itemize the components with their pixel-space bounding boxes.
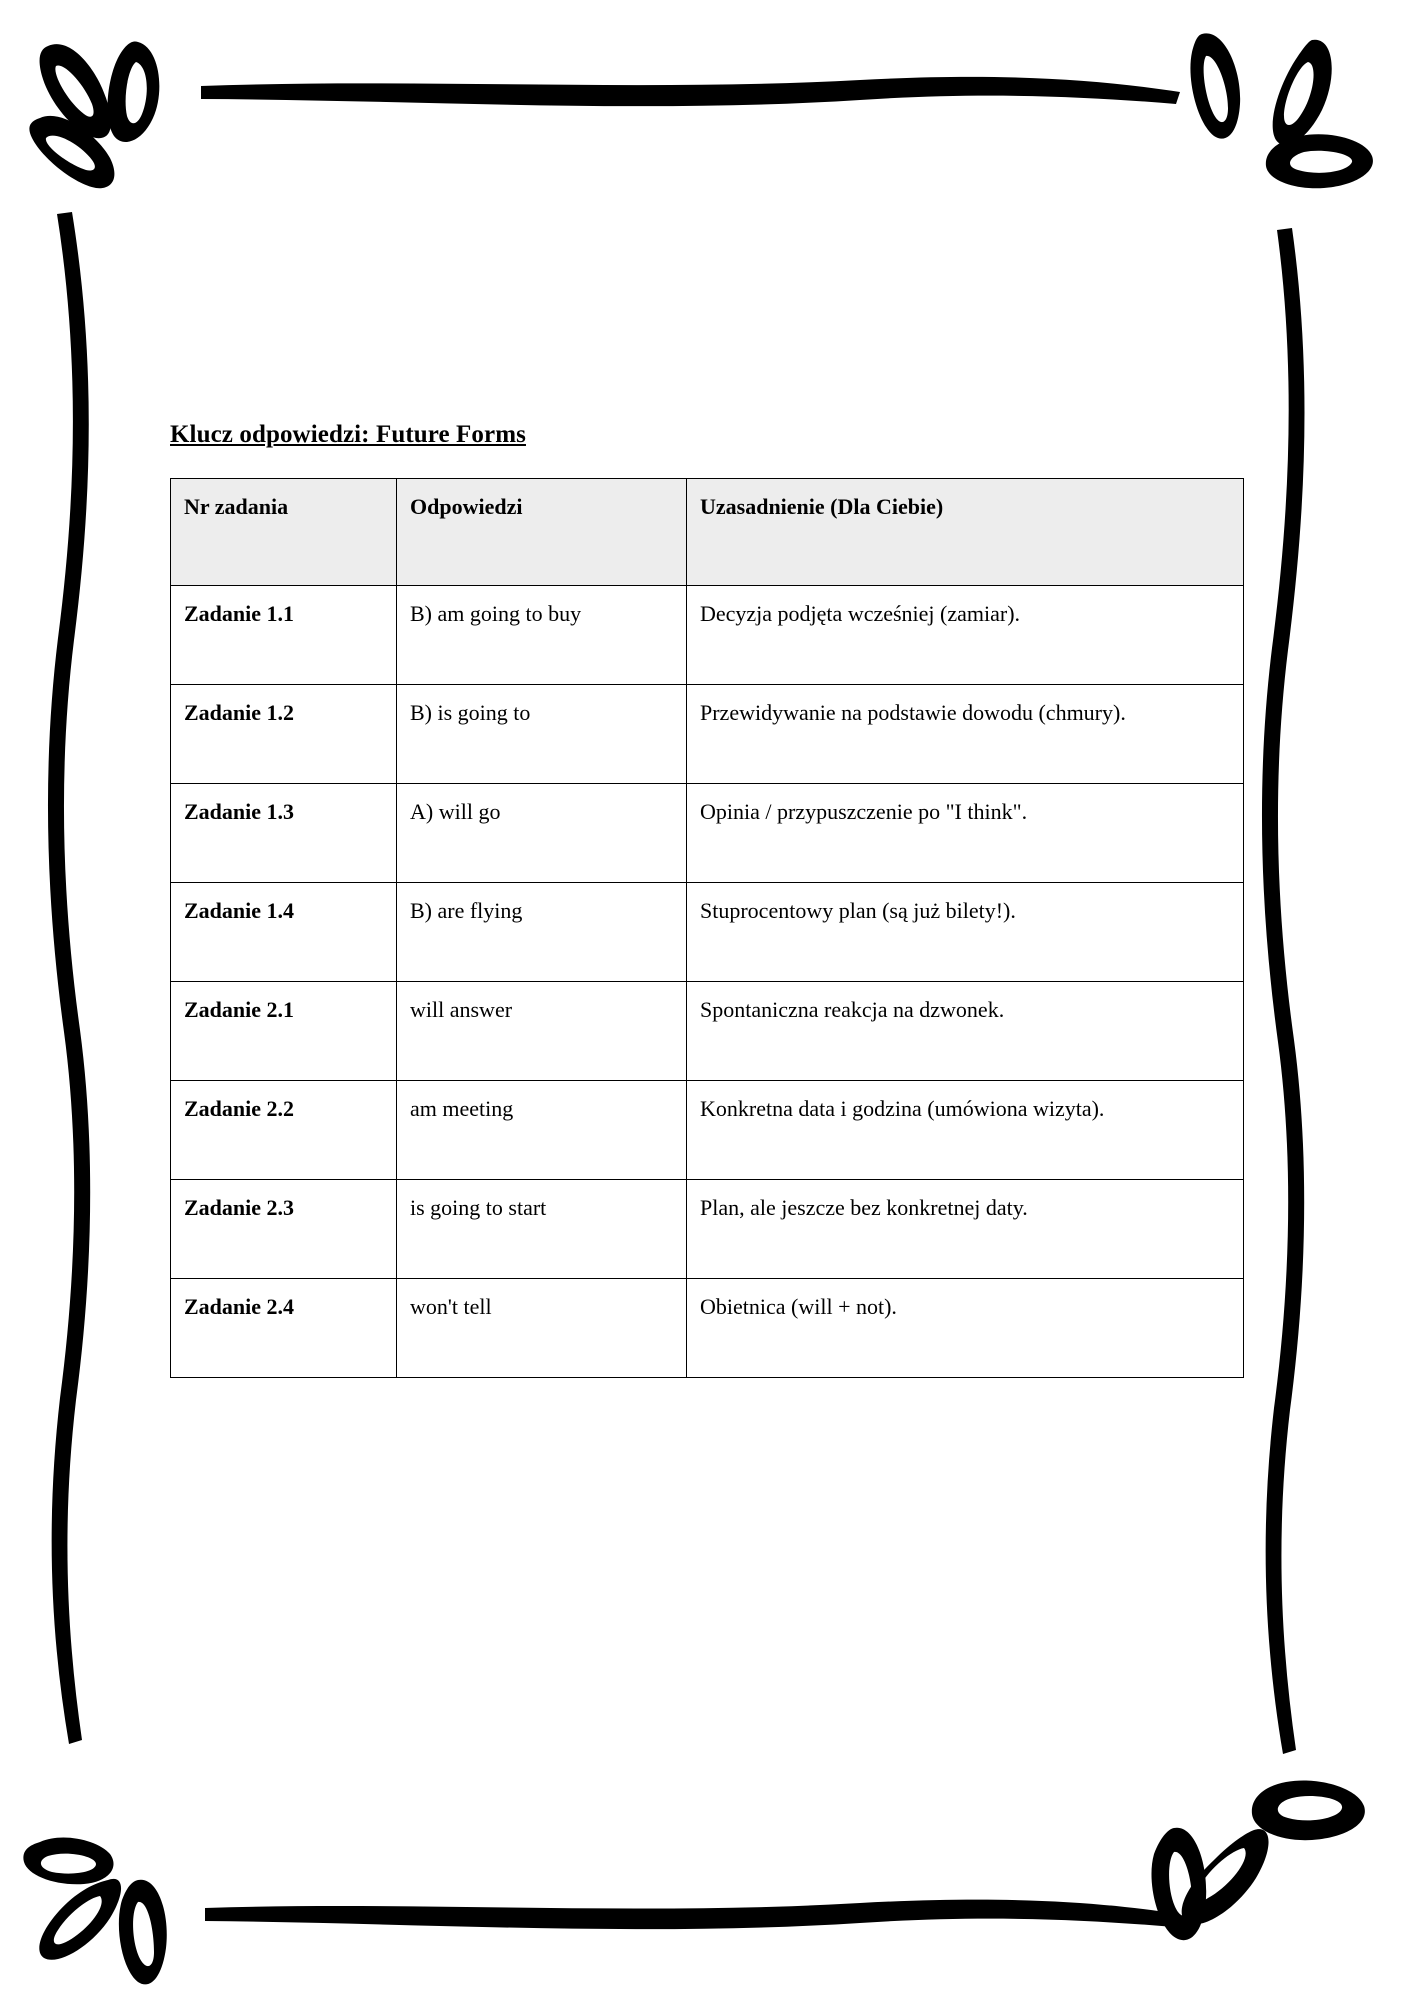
petal-icon — [1266, 134, 1373, 188]
page-title: Klucz odpowiedzi: Future Forms — [170, 421, 526, 448]
column-header-task: Nr zadania — [171, 479, 397, 586]
cell-justification: Decyzja podjęta wcześniej (zamiar). — [687, 586, 1244, 685]
border-stroke-bottom — [205, 1900, 1178, 1930]
corner-decoration-bottom-left — [23, 1838, 166, 1985]
cell-answer: B) am going to buy — [397, 586, 687, 685]
cell-justification: Spontaniczna reakcja na dzwonek. — [687, 982, 1244, 1081]
petal-icon — [119, 1880, 167, 1985]
cell-task-number: Zadanie 1.4 — [171, 883, 397, 982]
table-row — [171, 883, 1244, 982]
document-content — [170, 420, 1245, 1378]
cell-task-number: Zadanie 1.1 — [171, 586, 397, 685]
column-header-answer: Odpowiedzi — [397, 479, 687, 586]
cell-answer: am meeting — [397, 1081, 687, 1180]
table-row — [171, 982, 1244, 1081]
cell-task-number: Zadanie 2.4 — [171, 1279, 397, 1378]
table-row — [171, 1279, 1244, 1378]
table-body — [171, 586, 1244, 1378]
table-row — [171, 586, 1244, 685]
cell-answer: A) will go — [397, 784, 687, 883]
table-header — [171, 479, 1244, 586]
cell-justification: Stuprocentowy plan (są już bilety!). — [687, 883, 1244, 982]
table-row — [171, 784, 1244, 883]
petal-icon — [23, 1838, 113, 1885]
border-stroke-top — [201, 77, 1180, 106]
cell-answer: is going to start — [397, 1180, 687, 1279]
cell-task-number: Zadanie 2.3 — [171, 1180, 397, 1279]
border-stroke-left — [48, 212, 90, 1744]
cell-task-number: Zadanie 2.1 — [171, 982, 397, 1081]
table-row — [171, 1180, 1244, 1279]
corner-decoration-top-left — [29, 42, 159, 189]
cell-justification: Przewidywanie na podstawie dowodu (chmury). — [687, 685, 1244, 784]
petal-icon — [1151, 1828, 1206, 1940]
petal-icon — [40, 44, 111, 138]
cell-justification: Plan, ale jeszcze bez konkretnej daty. — [687, 1180, 1244, 1279]
table-header-row — [171, 479, 1244, 586]
cell-task-number: Zadanie 1.2 — [171, 685, 397, 784]
petal-icon — [39, 1879, 121, 1960]
column-header-justification: Uzasadnienie (Dla Ciebie) — [687, 479, 1244, 586]
cell-answer: won't tell — [397, 1279, 687, 1378]
border-stroke-right — [1262, 228, 1305, 1754]
petal-icon — [1182, 1829, 1269, 1924]
corner-decoration-top-right — [1190, 33, 1372, 188]
cell-answer: B) are flying — [397, 883, 687, 982]
cell-task-number: Zadanie 1.3 — [171, 784, 397, 883]
table-row — [171, 1081, 1244, 1180]
petal-icon — [1273, 40, 1332, 145]
cell-task-number: Zadanie 2.2 — [171, 1081, 397, 1180]
petal-icon — [1190, 33, 1240, 138]
corner-decoration-bottom-right — [1151, 1780, 1364, 1940]
cell-justification: Obietnica (will + not). — [687, 1279, 1244, 1378]
petal-icon — [1252, 1780, 1365, 1840]
table-row — [171, 685, 1244, 784]
cell-answer: B) is going to — [397, 685, 687, 784]
cell-answer: will answer — [397, 982, 687, 1081]
answer-key-table — [170, 478, 1244, 1378]
petal-icon — [29, 116, 114, 188]
cell-justification: Konkretna data i godzina (umówiona wizyta). — [687, 1081, 1244, 1180]
cell-justification: Opinia / przypuszczenie po "I think". — [687, 784, 1244, 883]
petal-icon — [108, 42, 160, 142]
